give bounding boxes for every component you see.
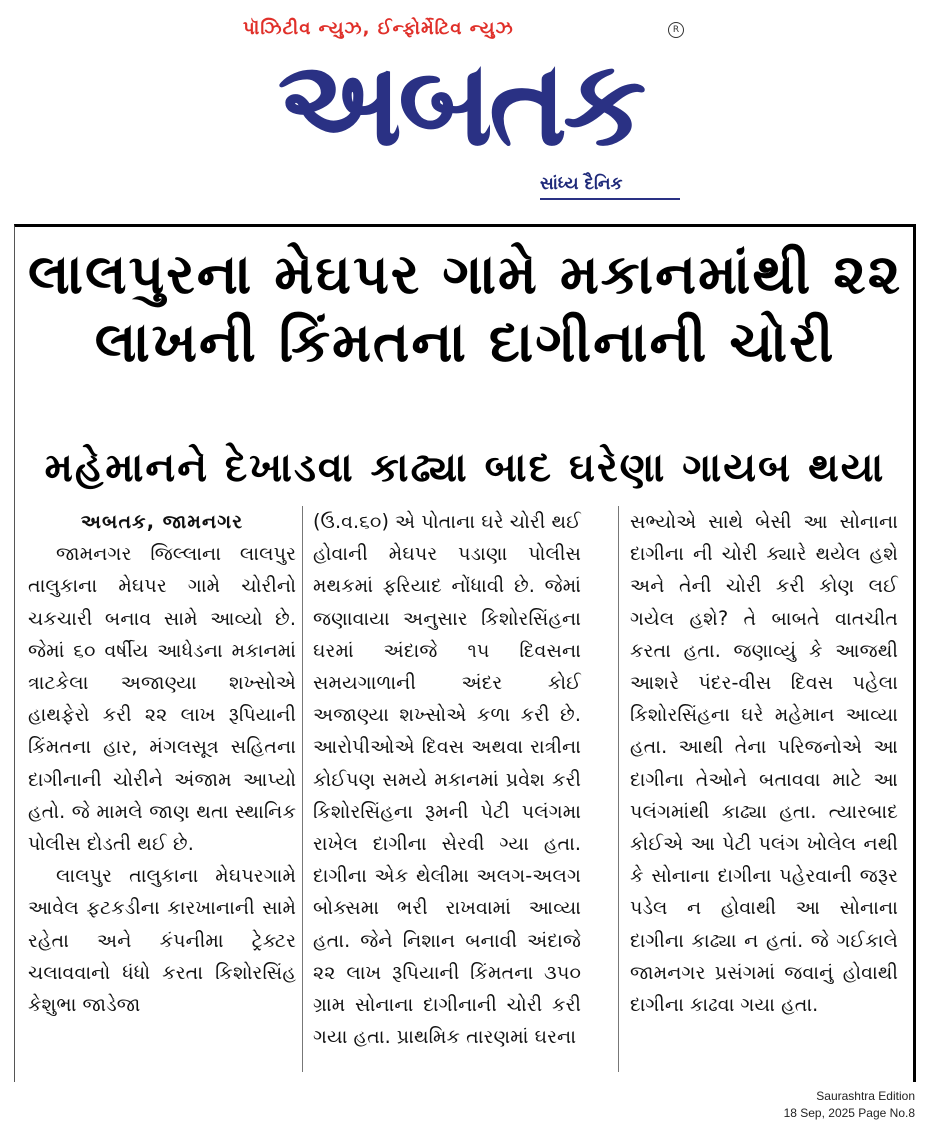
masthead-tagline: પૉઝિટીવ ન્યુઝ, ઈન્ફોર્મેટિવ ન્યુઝ [243,18,514,39]
article-column-3 [630,506,898,1021]
article-headline: લાલપુરના મેઘપર ગામે મકાનમાંથી ૨૨ લાખની કિંમતના દાગીનાની ચોરી [27,242,903,374]
column-divider [618,506,619,1072]
newspaper-logo [240,34,680,175]
article-dateline: અબતક, જામનગર [80,510,244,533]
article-paragraph: સભ્યોએ સાથે બેસી આ સોનાના દાગીના ની ચોરી ક્યારે થયેલ હશે અને તેની ચોરી કરી કોણ લઈ ગયેલ હશે? તે બાબતે વાતચીત કરતા હતા. જણાવ્યું કે આજથી આશરે પંદર-વીસ દિવસ પહેલા કિશોરસિંહના ઘરે મહેમાન આવ્યા હતા. આથી તેના પરિજનોએ આ દાગીના તેઓને બતાવવા માટે આ પલંગમાંથી કાઢ્યા હતા. ત્યારબાદ કોઈએ આ પેટી પલંગ ખોલેલ નથી કે સોનાના દાગીના પહેરવાની જરૂર પડેલ ન હોવાથી આ સોનાના દાગીના કાઢ્યા ન હતાં. જે ગઈકાલે જામનગર પ્રસંગમાં જવાનું હોવાથી દાગીના કાઢવા ગયા હતા. [630,510,898,1017]
registered-mark-icon: R [668,22,684,38]
column-divider [302,506,303,1072]
article-paragraph: જામનગર જિલ્લાના લાલપુર તાલુકાના મેઘપર ગામે ચોરીનો ચકચારી બનાવ સામે આવ્યો છે. જેમાં ૬૦ વર્ષીય આધેડના મકાનમાં ત્રાટકેલા અજાણ્યા શખ્સોએ હાથફેરો કરી ૨૨ લાખ રૂપિયાની કિંમતના હાર, મંગલસૂત્ર સહિતના દાગીનાની ચોરીને અંજામ આપ્યો હતો. જે મામલે જાણ થતા સ્થાનિક પોલીસ દોડતી થઈ છે. [28,542,296,856]
article-column-2 [313,506,581,1053]
logo-text: અબતક [277,34,643,172]
article-paragraph: લાલપુર તાલુકાના મેઘપરગામે આવેલ ફટકડીના કારખાનાની સામે રહેતા અને કંપનીમા ટ્રેક્ટર ચલાવવાનો ધંધો કરતા કિશોરસિંહ કેશુભા જાડેજા [28,864,296,1017]
date-page-label: 18 Sep, 2025 Page No.8 [783,1106,915,1120]
masthead [0,0,925,215]
article-subheadline: મહેમાનને દેખાડવા કાઢ્યા બાદ ઘરેણા ગાયબ થયા [44,445,886,491]
article-column-1 [28,506,296,1021]
article-paragraph: (ઉ.વ.૬૦) એ પોતાના ઘરે ચોરી થઈ હોવાની મેઘપર પડાણા પોલીસ મથકમાં ફરિયાદ નોંધાવી છે. જેમાં જણાવાયા અનુસાર કિશોરસિંહના ઘરમાં અંદાજે ૧૫ દિવસના સમયગાળાની અંદર કોઈ અજાણ્યા શખ્સોએ કળા કરી છે. આરોપીઓએ દિવસ અથવા રાત્રીના કોઈપણ સમયે મકાનમાં પ્રવેશ કરી કિશોરસિંહના રૂમની પેટી પલંગમા રાખેલ દાગીના સેરવી ગ્યા હતા. દાગીના એક થેલીમા અલગ-અલગ બોક્સમા ભરી રાખવામાં આવ્યા હતા. જેને નિશાન બનાવી અંદાજે ૨૨ લાખ રૂપિયાની કિંમતના ૩૫૦ ગ્રામ સોનાના દાગીનાની ચોરી કરી ગયા હતા. પ્રાથમિક તારણમાં ઘરના [313,510,581,1049]
masthead-subbrand: સાંધ્ય દૈનિક [540,174,623,194]
subbrand-underline [540,198,680,200]
page-footer [695,1088,915,1122]
edition-label: Saurashtra Edition [816,1089,915,1103]
